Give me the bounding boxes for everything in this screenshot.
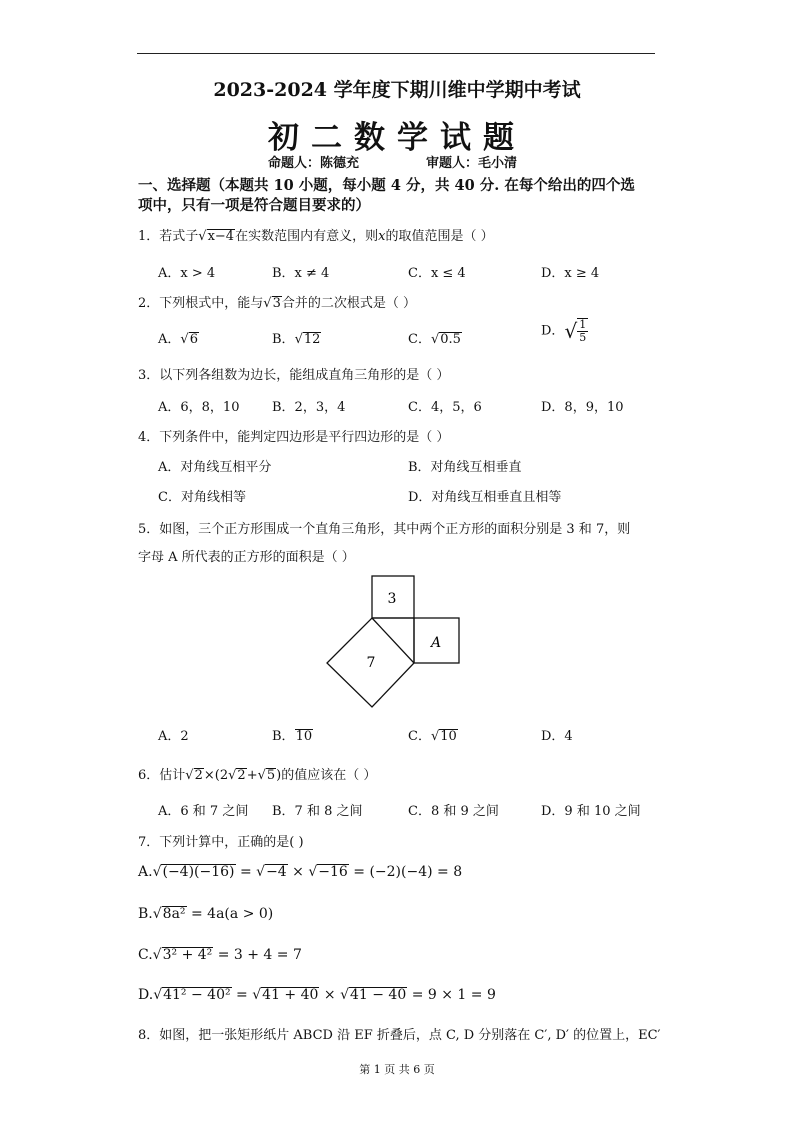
q2-option-d[interactable]: D．√ $\frac{1}{5}$: [541, 318, 587, 345]
squares-figure: [320, 570, 470, 710]
reviewer: 审题人：毛小清: [426, 156, 518, 171]
question-4: 4．下列条件中，能判定四边形是平行四边形的是（ ）: [138, 430, 450, 445]
q2-option-a[interactable]: A．√6: [158, 332, 198, 347]
q2-option-b[interactable]: B．√12: [272, 332, 321, 347]
q5-option-a[interactable]: A．2: [158, 729, 189, 744]
question-7: 7．下列计算中，正确的是( ): [138, 835, 304, 850]
q7-option-b[interactable]: B.√8a² = 4a(a > 0): [138, 906, 274, 922]
question-3: 3．以下列各组数为边长，能组成直角三角形的是（ ）: [138, 368, 450, 383]
q7-option-d[interactable]: D.√41² − 40² = √41 + 40 × √41 − 40 = 9 × 1 = 9: [138, 987, 496, 1003]
q7-option-a[interactable]: A.√(−4)(−16) = √−4 × √−16 = (−2)(−4) = 8: [138, 864, 463, 880]
question-2: 2．下列根式中，能与√3合并的二次根式是（ ）: [138, 296, 416, 311]
q3-option-c[interactable]: C．4，5，6: [408, 400, 482, 415]
question-5-line1: 5．如图，三个正方形围成一个直角三角形，其中两个正方形的面积分别是 3 和 7，则: [138, 522, 631, 537]
section-heading-line1: 一、选择题（本题共 10 小题，每小题 4 分，共 40 分. 在每个给出的四个选: [138, 177, 635, 194]
q4-option-c[interactable]: C．对角线相等: [158, 490, 246, 505]
q7-option-c[interactable]: C.√3² + 4² = 3 + 4 = 7: [138, 947, 302, 963]
q1-option-d[interactable]: D．x ≥ 4: [541, 266, 600, 281]
section-heading-line2: 项中，只有一项是符合题目要求的）: [138, 197, 370, 214]
q1-option-c[interactable]: C．x ≤ 4: [408, 266, 466, 281]
subject-title: 初二数学试题: [268, 120, 526, 156]
question-6: 6．估计√2×(2√2+√5)的值应该在（ ）: [138, 768, 377, 783]
exam-title: 2023-2024 学年度下期川维中学期中考试: [213, 79, 581, 101]
q5-option-d[interactable]: D．4: [541, 729, 573, 744]
q3-option-d[interactable]: D．8，9，10: [541, 400, 624, 415]
q4-option-a[interactable]: A．对角线互相平分: [158, 460, 272, 475]
q4-option-b[interactable]: B．对角线互相垂直: [408, 460, 522, 475]
label-3: 3: [387, 591, 397, 607]
header-rule: [137, 53, 655, 54]
q6-option-b[interactable]: B．7 和 8 之间: [272, 804, 363, 819]
question-1: 1．若式子√x−4在实数范围内有意义，则x的取值范围是（ ）: [138, 229, 494, 244]
question-5-line2: 字母 A 所代表的正方形的面积是（ ）: [138, 550, 355, 565]
q4-option-d[interactable]: D．对角线互相垂直且相等: [408, 490, 562, 505]
q1-option-b[interactable]: B．x ≠ 4: [272, 266, 330, 281]
q5-option-b[interactable]: B．10: [272, 729, 313, 744]
q6-option-d[interactable]: D．9 和 10 之间: [541, 804, 641, 819]
q3-option-a[interactable]: A．6，8，10: [158, 400, 240, 415]
page-footer: 第 1 页 共 6 页: [359, 1063, 435, 1076]
label-7: 7: [366, 655, 376, 671]
q2-option-c[interactable]: C．√0.5: [408, 332, 461, 347]
q6-option-a[interactable]: A．6 和 7 之间: [158, 804, 249, 819]
q3-option-b[interactable]: B．2，3，4: [272, 400, 346, 415]
q5-option-c[interactable]: C．√10: [408, 729, 457, 744]
label-A: A: [430, 635, 442, 651]
author: 命题人：陈德充: [268, 156, 360, 171]
question-8: 8．如图，把一张矩形纸片 ABCD 沿 EF 折叠后，点 C, D 分别落在 C′, D′ 的位置上，EC′: [138, 1028, 661, 1043]
q6-option-c[interactable]: C．8 和 9 之间: [408, 804, 499, 819]
q1-option-a[interactable]: A．x > 4: [158, 266, 216, 281]
